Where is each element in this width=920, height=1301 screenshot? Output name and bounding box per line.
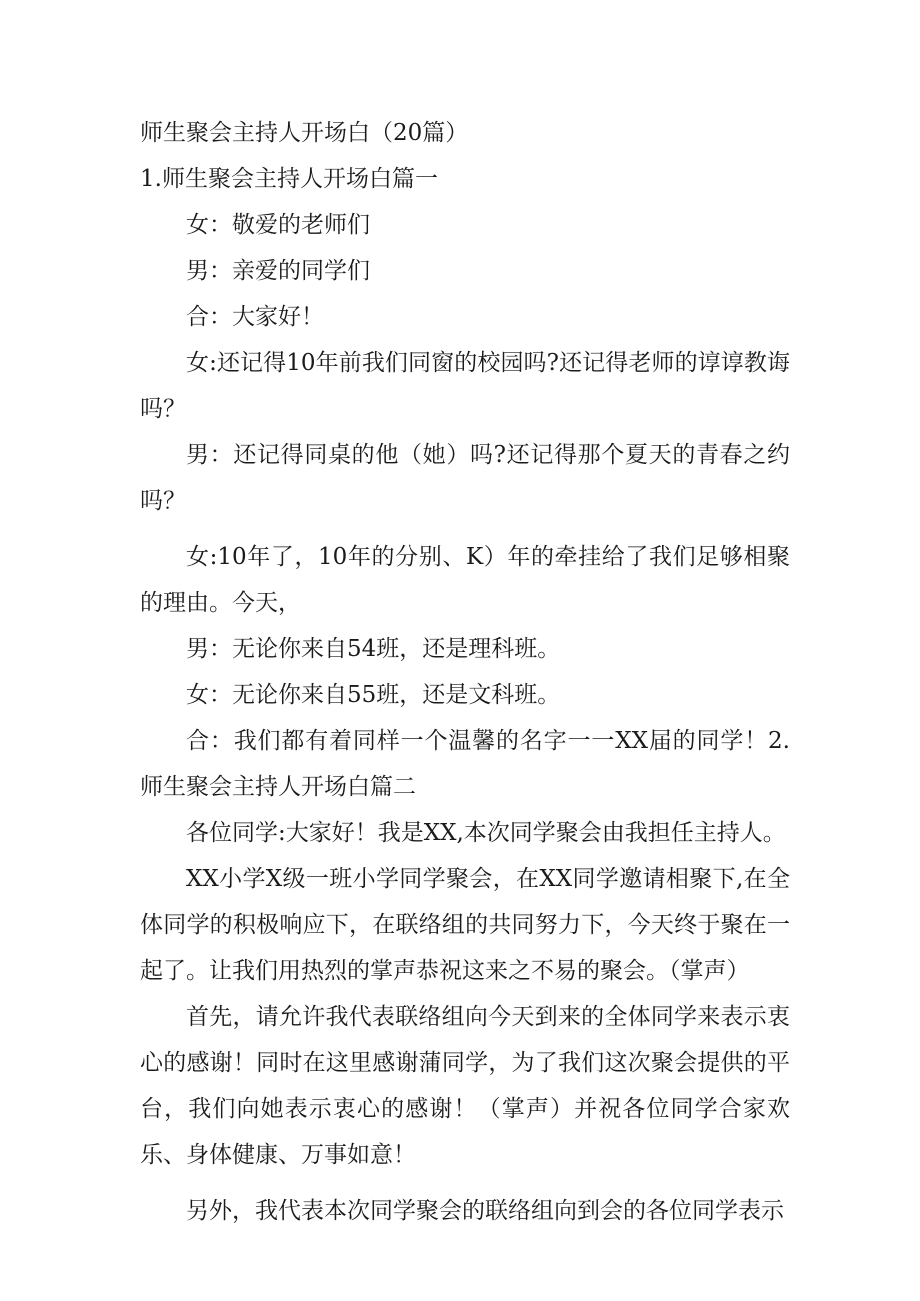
paragraph: 合：大家好！ (186, 304, 324, 330)
paragraph: 男：还记得同桌的他（她）吗?还记得那个夏天的青春之约吗？ (140, 442, 790, 514)
paragraph: 女：无论你来自55班，还是文科班。 (186, 682, 561, 708)
paragraph: 女:还记得10年前我们同窗的校园吗?还记得老师的谆谆教诲吗？ (140, 350, 790, 422)
paragraph: 首先，请允许我代表联络组向今天到来的全体同学来表示衷心的感谢！同时在这里感谢蒲同学，为了我们这次聚会提供的平台，我们向她表示衷心的感谢！（掌声）并祝各位同学合家欢乐、身体健康、万事如意！ (140, 1004, 790, 1168)
paragraph: 男：亲爱的同学们 (186, 258, 370, 284)
document-body (140, 110, 790, 1234)
paragraph: XX小学X级一班小学同学聚会，在XX同学邀请相聚下,在全体同学的积极响应下，在联络组的共同努力下，今天终于聚在一起了。让我们用热烈的掌声恭祝这来之不易的聚会。（掌声） (140, 866, 790, 984)
paragraph: 男：无论你来自54班，还是理科班。 (186, 636, 561, 662)
document-title: 师生聚会主持人开场白（20篇） (140, 120, 469, 146)
paragraph: 女：敬爱的老师们 (186, 212, 370, 238)
paragraph: 另外，我代表本次同学聚会的联络组向到会的各位同学表示 (186, 1198, 784, 1224)
section-heading-1: 1.师生聚会主持人开场白篇一 (140, 166, 438, 192)
paragraph: 各位同学:大家好！我是XX,本次同学聚会由我担任主持人。 (186, 820, 786, 846)
paragraph: 女:10年了，10年的分别、K）年的牵挂给了我们足够相聚的理由。今天， (140, 544, 790, 616)
paragraph: 合：我们都有着同样一个温馨的名字一一XX届的同学！2.师生聚会主持人开场白篇二 (140, 728, 790, 800)
